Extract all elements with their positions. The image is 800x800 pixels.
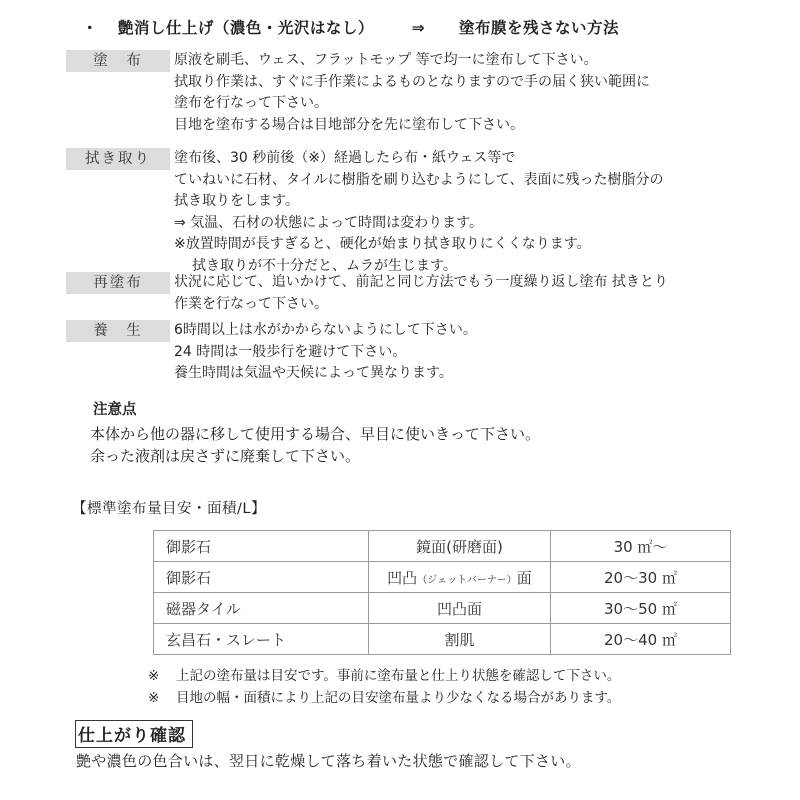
table-row — [154, 624, 731, 655]
caution-title: 注意点 — [93, 402, 137, 418]
step-text-cure — [174, 320, 477, 385]
step-line: 拭き取りが不十分だと、ムラが生じます。 — [178, 257, 457, 274]
table-row — [154, 531, 731, 562]
step-line: 原液を刷毛、ウェス、フラットモップ 等で均一に塗布して下さい。 — [174, 52, 598, 68]
caution-line: 本体から他の器に移して使用する場合、早目に使いきって下さい。 — [90, 425, 541, 443]
coverage-table — [153, 530, 731, 655]
step-line: 養生時間は気温や天候によって異なります。 — [174, 365, 453, 381]
step-line: 24 時間は一般歩行を避けて下さい。 — [174, 343, 407, 360]
table-cell-finish: 割肌 — [369, 624, 551, 655]
note-mark: ※ — [148, 668, 160, 684]
caution-line: 余った液剤は戻さずに廃棄して下さい。 — [90, 447, 361, 465]
section-heading — [82, 16, 619, 38]
step-line: ていねいに石材、タイルに樹脂を刷り込むようにして、表面に残った樹脂分の — [174, 171, 664, 188]
step-line: 塗布を行なって下さい。 — [174, 95, 328, 111]
table-cell-material: 御影石 — [154, 562, 369, 593]
step-line: 拭き取りをします。 — [174, 193, 299, 209]
step-line: 拭取り作業は、すぐに手作業によるものとなりますので手の届く狭い範囲に — [174, 73, 650, 90]
step-line: 塗布後、30 秒前後（※）経過したら布・紙ウェス等で — [174, 150, 516, 166]
table-row — [154, 593, 731, 624]
heading-subtitle: 塗布膜を残さない方法 — [458, 19, 619, 37]
table-cell-material: 玄昌石・スレート — [154, 624, 369, 655]
step-line: 目地を塗布する場合は目地部分を先に塗布して下さい。 — [174, 116, 524, 133]
table-cell-area: 30〜50 ㎡ — [551, 593, 731, 624]
caution-text — [90, 423, 540, 467]
finish-check-title: 仕上がり確認 — [75, 720, 193, 748]
step-line: ⇒ 気温、石材の状態によって時間は変わります。 — [174, 214, 484, 231]
step-line: 状況に応じて、追いかけて、前記と同じ方法でもう一度繰り返し塗布 拭きとり — [174, 274, 668, 290]
table-cell-material: 磁器タイル — [154, 593, 369, 624]
note-line — [148, 665, 620, 687]
coverage-table-title: 【標準塗布量目安・面積/L】 — [72, 501, 266, 517]
step-line: 6時間以上は水がかからないようにして下さい。 — [174, 322, 477, 338]
finish-check-text: 艶や濃色の色合いは、翌日に乾燥して落ち着いた状態で確認して下さい。 — [76, 752, 581, 770]
heading-bullet: ・ — [82, 19, 99, 37]
coverage-notes — [148, 665, 620, 709]
heading-arrow: ⇒ — [411, 19, 426, 37]
note-text: 目地の幅・面積により上記の目安塗布量より少なくなる場合があります。 — [176, 690, 621, 706]
table-cell-finish: 凹凸面 — [369, 593, 551, 624]
table-cell-material: 御影石 — [154, 531, 369, 562]
step-text-reapply — [174, 272, 668, 315]
note-text: 上記の塗布量は目安です。事前に塗布量と仕上り状態を確認して下さい。 — [176, 668, 621, 684]
step-line: ※放置時間が長すぎると、硬化が始まり拭き取りにくくなります。 — [174, 236, 591, 252]
step-text-wipe — [174, 148, 663, 277]
table-cell-area: 30 ㎡〜 — [551, 531, 731, 562]
step-line: 作業を行なって下さい。 — [174, 295, 328, 312]
heading-title: 艶消し仕上げ（濃色・光沢はなし） — [117, 19, 374, 37]
table-cell-finish: 凹凸（ジェットバーナー）面 — [369, 562, 551, 593]
table-row — [154, 562, 731, 593]
step-label-apply: 塗 布 — [66, 50, 170, 72]
step-label-reapply: 再塗布 — [66, 272, 170, 294]
table-cell-area: 20〜40 ㎡ — [551, 624, 731, 655]
note-mark: ※ — [148, 690, 160, 706]
step-label-wipe: 拭き取り — [66, 148, 170, 170]
table-cell-finish: 鏡面(研磨面) — [369, 531, 551, 562]
step-text-apply — [174, 50, 650, 136]
table-cell-area: 20〜30 ㎡ — [551, 562, 731, 593]
note-line — [148, 687, 620, 709]
finish-note: （ジェットバーナー） — [417, 574, 517, 586]
step-label-cure: 養 生 — [66, 320, 170, 342]
